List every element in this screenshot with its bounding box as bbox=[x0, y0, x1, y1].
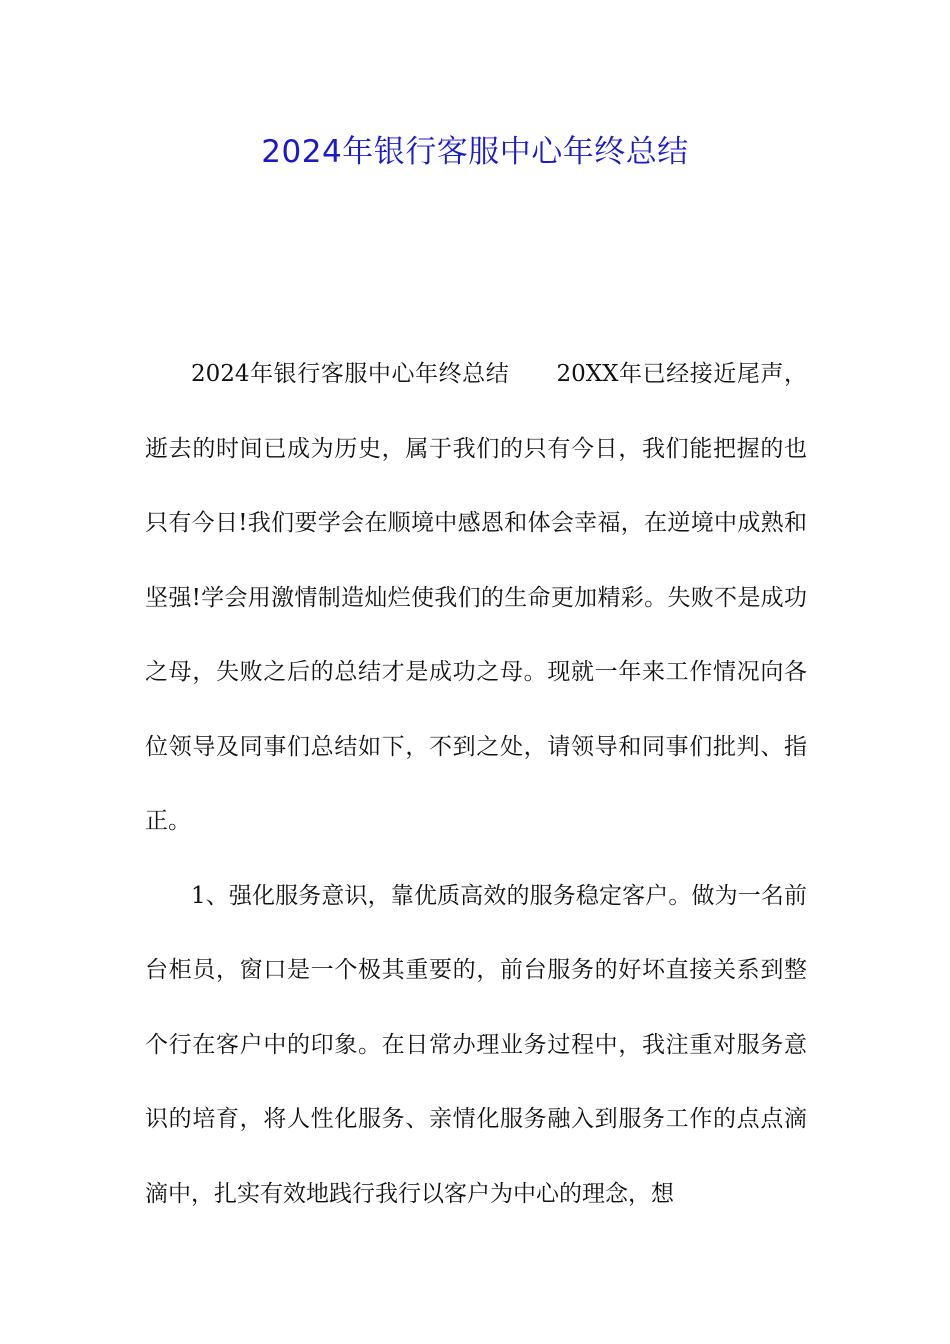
paragraph-service-awareness: 1、强化服务意识，靠优质高效的服务稳定客户。做为一名前台柜员，窗口是一个极其重要的，前台服务的好坏直接关系到整个行在客户中的印象。在日常办理业务过程中，我注重对服务意识的培育，将人性化服务、亲情化服务融入到服务工作的点点滴滴中，扎实有效地践行我行以客户为中心的理念，想 bbox=[145, 882, 807, 1207]
document-title: 2024年银行客服中心年终总结 bbox=[261, 134, 689, 170]
paragraph-intro: 2024年银行客服中心年终总结 20XX年已经接近尾声，逝去的时间已成为历史，属于我们的只有今日，我们能把握的也只有今日!我们要学会在顺境中感恩和体会幸福，在逆境中成熟和坚强!学会用激情制造灿烂使我们的生命更加精彩。失败不是成功之母，失败之后的总结才是成功之母。现就一年来工作情况向各位领导及同事们总结如下，不到之处，请领导和同事们批判、指正。 bbox=[145, 361, 807, 834]
document-body bbox=[145, 337, 807, 1231]
